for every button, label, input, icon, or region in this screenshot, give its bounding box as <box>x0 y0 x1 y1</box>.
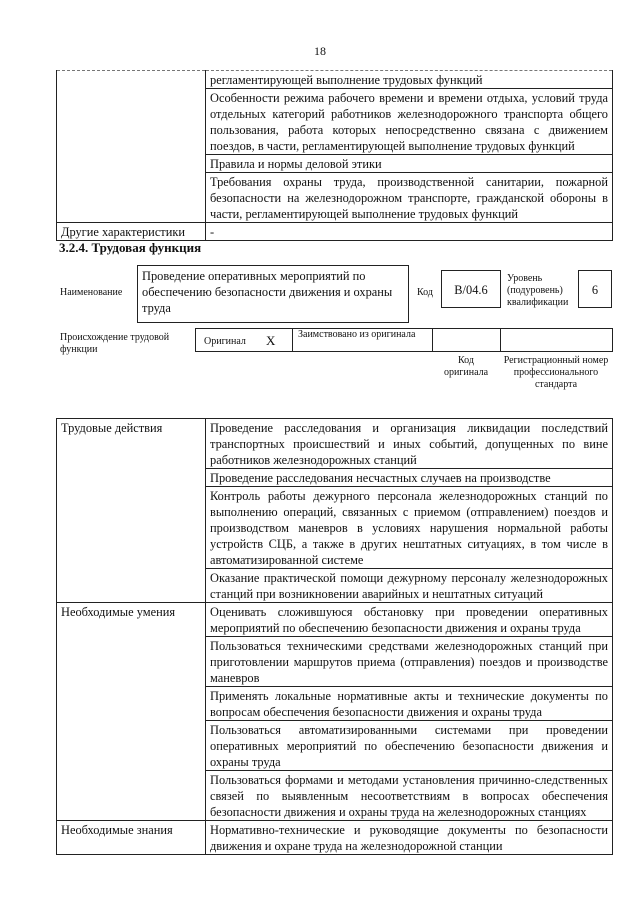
origin-label: Происхождение трудовой функции <box>60 332 170 355</box>
table-cell: Оценивать сложившуюся обстановку при проведении оперативных мероприятий по обеспечению безопасности движения и охраны труда <box>206 603 613 637</box>
row-label: Необходимые знания <box>57 821 206 855</box>
table-cell: регламентирующей выполнение трудовых функций <box>206 71 613 89</box>
table-cell: Требования охраны труда, производственной санитарии, пожарной безопасности на железнодорожном транспорте, гражданской обороны в части, регламентирующей выполнение трудовых функций <box>206 173 613 223</box>
table-row <box>57 603 613 637</box>
table-cell: Пользоваться техническими средствами железнодорожных станций при приготовлении маршрутов приема (отправления) поездов и производстве маневров <box>206 637 613 687</box>
table-row <box>57 419 613 469</box>
borrowed-label: Заимствовано из оригинала <box>298 329 416 340</box>
continuation-table <box>56 70 613 241</box>
row-label: Другие характеристики <box>57 223 206 241</box>
table-cell: Проведение расследования несчастных случаев на производстве <box>206 469 613 487</box>
qualification-level: 6 <box>578 270 612 308</box>
original-label: Оригинал <box>204 336 246 347</box>
table-cell: Контроль работы дежурного персонала железнодорожных станций по выполнению операций, связанных с приемом (отправлением) поездов и производством маневров в условиях нарушения нормальной работы устройств СЦБ, а также в других нештатных ситуациях, в том числе в автоматизированной системе <box>206 487 613 569</box>
table-cell: Оказание практической помощи дежурному персоналу железнодорожных станций при возникновении аварийных и нештатных ситуаций <box>206 569 613 603</box>
function-code: B/04.6 <box>441 270 501 308</box>
row-label <box>57 71 206 223</box>
code-label: Код <box>417 287 433 298</box>
table-cell: Проведение расследования и организация ликвидации последствий транспортных происшествий и иных событий, допущенных по вине работников железнодорожных станций <box>206 419 613 469</box>
section-title: 3.2.4. Трудовая функция <box>59 240 202 255</box>
origin-box <box>195 328 613 352</box>
page-number: 18 <box>314 44 326 58</box>
divider <box>292 329 293 351</box>
code-caption: Код оригинала <box>443 355 489 378</box>
table-cell: Пользоваться формами и методами установления причинно-следственных связей по выявленным несоответствиям в вопросах обеспечения безопасности движения и охраны труда на железнодорожных станциях <box>206 771 613 821</box>
row-label: Необходимые умения <box>57 603 206 821</box>
function-details-table <box>56 418 613 855</box>
divider <box>432 329 433 351</box>
table-cell: Пользоваться автоматизированными системами при проведении оперативных мероприятий по обеспечению безопасности движения и охраны труда <box>206 721 613 771</box>
table-row <box>57 223 613 241</box>
original-mark: X <box>266 333 276 348</box>
row-label: Трудовые действия <box>57 419 206 603</box>
table-cell: Применять локальные нормативные акты и технические документы по вопросам обеспечения безопасности движения и охраны труда <box>206 687 613 721</box>
registration-caption: Регистрационный номер профессионального стандарта <box>503 355 609 390</box>
table-row <box>57 821 613 855</box>
table-cell: Правила и нормы деловой этики <box>206 155 613 173</box>
function-name: Проведение оперативных мероприятий по обеспечению безопасности движения и охраны труда <box>137 265 409 323</box>
table-row <box>57 71 613 89</box>
table-cell: - <box>206 223 613 241</box>
table-cell: Нормативно-технические и руководящие документы по безопасности движения и охране труда на железнодорожной станции <box>206 821 613 855</box>
level-label: Уровень (подуровень) квалификации <box>507 273 569 308</box>
table-cell: Особенности режима рабочего времени и времени отдыха, условий труда отдельных категорий работников железнодорожного транспорта общего пользования, работа которых непосредственно связана с движением поездов, в части, регламентирующей выполнение трудовых функций <box>206 89 613 155</box>
divider <box>500 329 501 351</box>
name-label: Наименование <box>60 287 123 298</box>
